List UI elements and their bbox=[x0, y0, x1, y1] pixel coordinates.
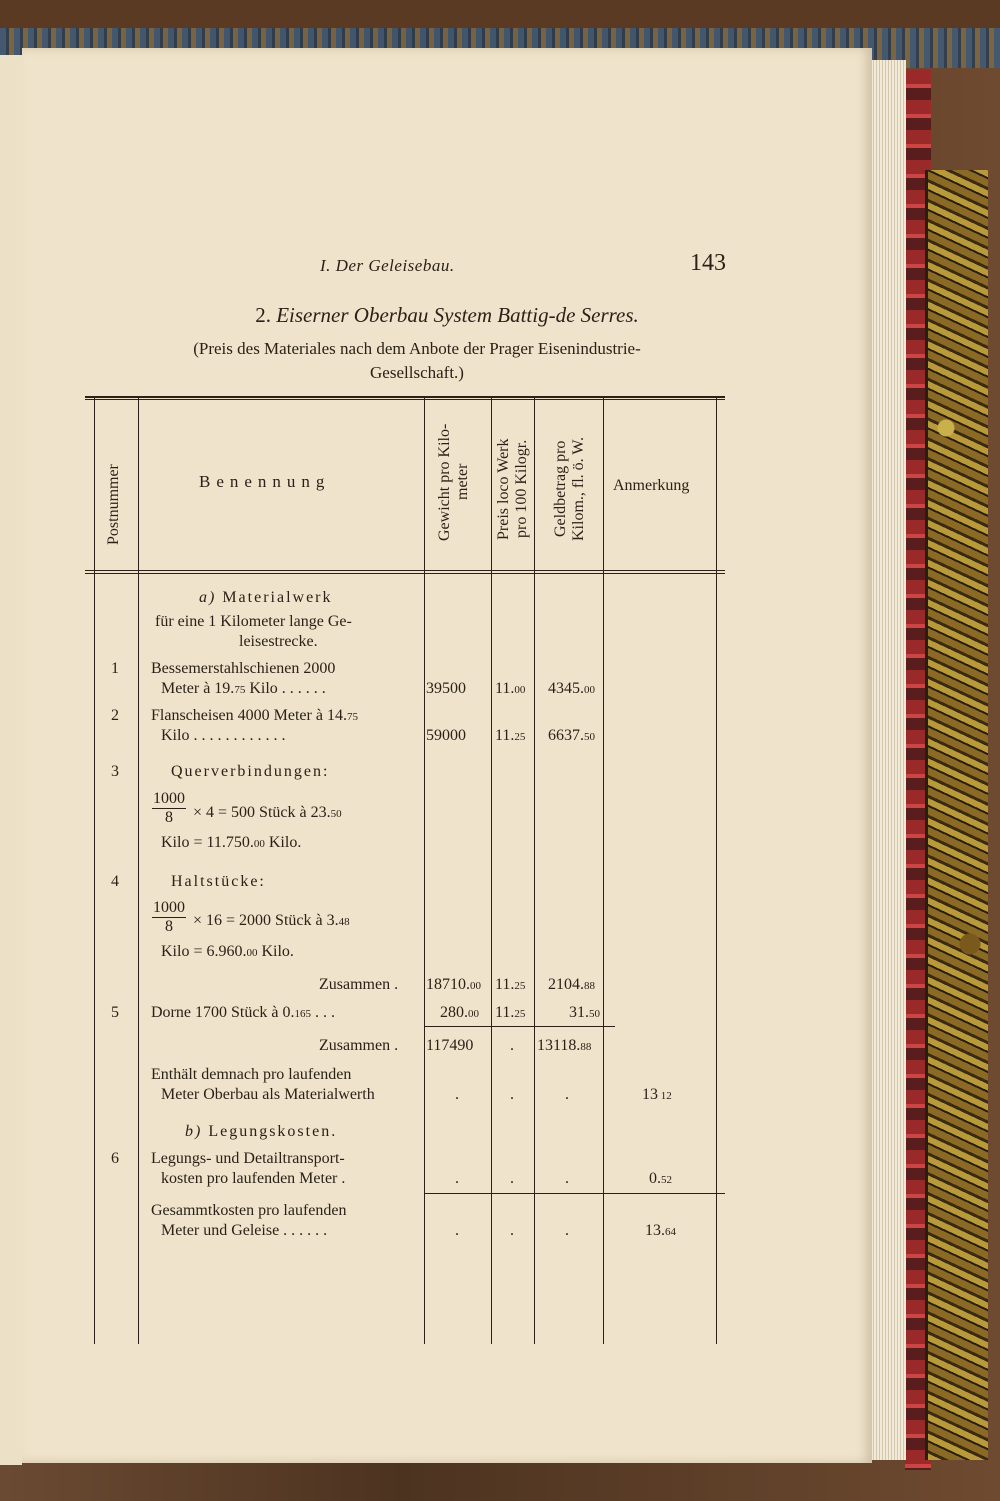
text: 2104. bbox=[548, 976, 584, 993]
text: 18710. bbox=[426, 976, 470, 993]
section-a-title bbox=[199, 588, 333, 608]
row-1-preis bbox=[495, 679, 525, 700]
row-3-fraction bbox=[152, 790, 186, 827]
fraction-numerator: 1000 bbox=[153, 899, 185, 916]
dot: . bbox=[455, 1170, 459, 1187]
section-number: 2. bbox=[255, 303, 271, 327]
row-1-geld bbox=[548, 679, 595, 700]
header-gewicht bbox=[436, 402, 472, 562]
row-6-desc2: kosten pro laufenden Meter . bbox=[161, 1170, 346, 1187]
book-page bbox=[22, 48, 872, 1463]
dot: . bbox=[510, 1086, 514, 1103]
text: 50 bbox=[584, 731, 595, 743]
text: 31. bbox=[569, 1004, 589, 1021]
total-label2: Meter und Geleise . . . . . . bbox=[161, 1222, 328, 1239]
subtitle-line: Gesellschaft.) bbox=[370, 363, 464, 382]
row-1-number: 1 bbox=[111, 660, 119, 677]
section-a-marker: a) bbox=[199, 589, 217, 606]
text: 13. bbox=[645, 1222, 665, 1239]
text: Kilo . . . . . . bbox=[245, 680, 326, 697]
row-5-preis bbox=[495, 1003, 525, 1024]
page-stack-edge bbox=[868, 60, 906, 1460]
total-value bbox=[645, 1221, 676, 1242]
col-divider bbox=[94, 396, 95, 1344]
text: 00 bbox=[514, 684, 526, 696]
text: 11. bbox=[495, 727, 515, 744]
material-per-meter-label2: Meter Oberbau als Materialwerth bbox=[161, 1086, 375, 1103]
total-label: Gesammtkosten pro laufenden bbox=[151, 1202, 347, 1219]
header-preis bbox=[495, 416, 531, 562]
subtotal-2-preis: . bbox=[510, 1037, 514, 1054]
row-4-title: Haltstücke: bbox=[171, 873, 266, 890]
text: 13 bbox=[642, 1086, 658, 1103]
subtotal-2-gewicht: 117490 bbox=[426, 1037, 474, 1054]
header-geld-l2: Kilom., fl. ö. W. bbox=[570, 437, 587, 542]
fraction-numerator: 1000 bbox=[153, 790, 185, 807]
table-top-rule-thin bbox=[85, 399, 725, 400]
section-b-marker: b) bbox=[185, 1123, 203, 1140]
row-5-geld bbox=[569, 1003, 600, 1024]
row-4-number: 4 bbox=[111, 873, 119, 890]
row-5-desc bbox=[151, 1003, 335, 1024]
text: 25 bbox=[514, 980, 526, 992]
left-page-edge bbox=[0, 55, 22, 1465]
subtotal-1-gewicht bbox=[426, 975, 481, 996]
header-geldbetrag bbox=[552, 416, 588, 562]
section-b-title bbox=[185, 1122, 337, 1142]
text: Flanscheisen 4000 Meter à 14. bbox=[151, 707, 347, 724]
subtotal-2-label: Zusammen . bbox=[319, 1037, 399, 1054]
text: . . . bbox=[311, 1004, 336, 1021]
row-2-number: 2 bbox=[111, 707, 119, 724]
row-6-value bbox=[649, 1169, 672, 1190]
dot: . bbox=[455, 1086, 459, 1103]
text: 88 bbox=[584, 980, 595, 992]
material-per-meter-value bbox=[642, 1085, 672, 1106]
text: 00 bbox=[246, 947, 258, 959]
marbled-endpaper bbox=[925, 170, 988, 1460]
header-gewicht-l1: Gewicht pro Kilo- bbox=[436, 423, 453, 541]
dot: . bbox=[510, 1170, 514, 1187]
row-2-desc bbox=[151, 706, 358, 727]
text: 11. bbox=[495, 680, 515, 697]
header-postnummer: Postnummer bbox=[105, 464, 122, 546]
text: 88 bbox=[580, 1041, 592, 1053]
row-5-number: 5 bbox=[111, 1004, 119, 1021]
section-a-line: für eine 1 Kilometer lange Ge- bbox=[155, 613, 352, 630]
text: Kilo = 11.750. bbox=[161, 834, 254, 851]
row-3-title: Querverbindungen: bbox=[171, 763, 330, 780]
text: 75 bbox=[346, 711, 358, 723]
text: 11. bbox=[495, 1004, 515, 1021]
section-subtitle bbox=[127, 337, 707, 385]
section-a-line: leisestrecke. bbox=[239, 633, 318, 650]
text: 00 bbox=[253, 838, 265, 850]
header-benennung: Benennung bbox=[199, 472, 331, 491]
dot: . bbox=[565, 1222, 569, 1239]
page-number: 143 bbox=[690, 250, 726, 276]
subtotal-1-label: Zusammen . bbox=[319, 976, 399, 993]
row-2-desc2: Kilo . . . . . . . . . . . . bbox=[161, 727, 286, 744]
row-4-desc bbox=[193, 911, 350, 932]
row-2-geld bbox=[548, 726, 595, 747]
text: 50 bbox=[330, 808, 342, 820]
row-3-desc bbox=[193, 803, 342, 824]
text: 64 bbox=[665, 1226, 676, 1238]
header-rule bbox=[85, 570, 725, 571]
row-4-fraction bbox=[152, 899, 186, 936]
col-divider bbox=[138, 396, 139, 1344]
price-table bbox=[85, 396, 725, 1344]
row-3-kilo bbox=[161, 833, 301, 854]
dot: . bbox=[510, 1222, 514, 1239]
row-1-desc2 bbox=[161, 679, 326, 700]
dot: . bbox=[565, 1170, 569, 1187]
row-4-kilo bbox=[161, 942, 294, 963]
subtitle-line: (Preis des Materiales nach dem Anbote der Prager Eisenindustrie- bbox=[193, 339, 641, 358]
text: 00 bbox=[470, 980, 481, 992]
text: × 4 = 500 Stück à 23. bbox=[193, 804, 331, 821]
col-divider bbox=[424, 396, 425, 1344]
text: Kilo = 6.960. bbox=[161, 943, 247, 960]
text: Meter à 19. bbox=[161, 680, 235, 697]
col-divider bbox=[603, 396, 604, 1344]
header-gewicht-l2: meter bbox=[454, 463, 471, 501]
subtotal-1-geld bbox=[548, 975, 595, 996]
text: × 16 = 2000 Stück à 3. bbox=[193, 912, 339, 929]
row-2-preis bbox=[495, 726, 525, 747]
header-preis-l1: Preis loco Werk bbox=[495, 438, 512, 540]
subtotal-2-geld bbox=[537, 1036, 591, 1057]
text: 6637. bbox=[548, 727, 584, 744]
text: 25 bbox=[514, 731, 526, 743]
section-a-label: Materialwerk bbox=[222, 589, 333, 606]
col-divider bbox=[716, 396, 717, 1344]
dot: . bbox=[565, 1086, 569, 1103]
sum-rule bbox=[424, 1026, 615, 1027]
row-3-number: 3 bbox=[111, 763, 119, 780]
material-per-meter-label: Enthält demnach pro laufenden bbox=[151, 1066, 352, 1083]
row-5-gewicht bbox=[440, 1003, 479, 1024]
text: 25 bbox=[514, 1008, 526, 1020]
subtotal-1-preis bbox=[495, 975, 525, 996]
text: 0. bbox=[649, 1170, 661, 1187]
row-1-desc: Bessemerstahlschienen 2000 bbox=[151, 660, 336, 677]
header-preis-l2: pro 100 Kilogr. bbox=[513, 439, 530, 539]
text: 280. bbox=[440, 1004, 468, 1021]
chapter-title: I. Der Geleisebau. bbox=[320, 256, 455, 275]
text: Dorne 1700 Stück à 0. bbox=[151, 1004, 295, 1021]
fraction-denominator: 8 bbox=[165, 809, 173, 826]
text: 75 bbox=[234, 684, 246, 696]
text: Kilo. bbox=[257, 943, 294, 960]
text: 00 bbox=[584, 684, 595, 696]
fraction-denominator: 8 bbox=[165, 918, 173, 935]
text: Kilo. bbox=[264, 834, 302, 851]
total-rule bbox=[424, 1193, 725, 1194]
section-title-text: Eiserner Oberbau System Battig-de Serres. bbox=[276, 303, 639, 327]
section-b-label: Legungskosten. bbox=[208, 1123, 338, 1140]
row-6-desc: Legungs- und Detailtransport- bbox=[151, 1150, 345, 1167]
row-6-number: 6 bbox=[111, 1150, 119, 1167]
text: 11. bbox=[495, 976, 515, 993]
row-1-gewicht: 39500 bbox=[426, 680, 466, 697]
text: 48 bbox=[338, 916, 350, 928]
text: 13118. bbox=[537, 1037, 581, 1054]
section-title bbox=[22, 303, 872, 328]
text: 4345. bbox=[548, 680, 584, 697]
text: 52 bbox=[661, 1174, 672, 1186]
header-geld-l1: Geldbetrag pro bbox=[552, 440, 569, 538]
header-rule-thin bbox=[85, 573, 725, 574]
text: 00 bbox=[468, 1008, 479, 1020]
col-divider bbox=[534, 396, 535, 1344]
dot: . bbox=[455, 1222, 459, 1239]
text: 12 bbox=[658, 1090, 672, 1102]
running-header bbox=[22, 250, 872, 286]
table-top-rule bbox=[85, 396, 725, 398]
text: 50 bbox=[589, 1008, 600, 1020]
header-anmerkung: Anmerkung bbox=[613, 477, 690, 494]
text: 165 bbox=[294, 1008, 312, 1020]
col-divider bbox=[491, 396, 492, 1344]
row-2-gewicht: 59000 bbox=[426, 727, 466, 744]
